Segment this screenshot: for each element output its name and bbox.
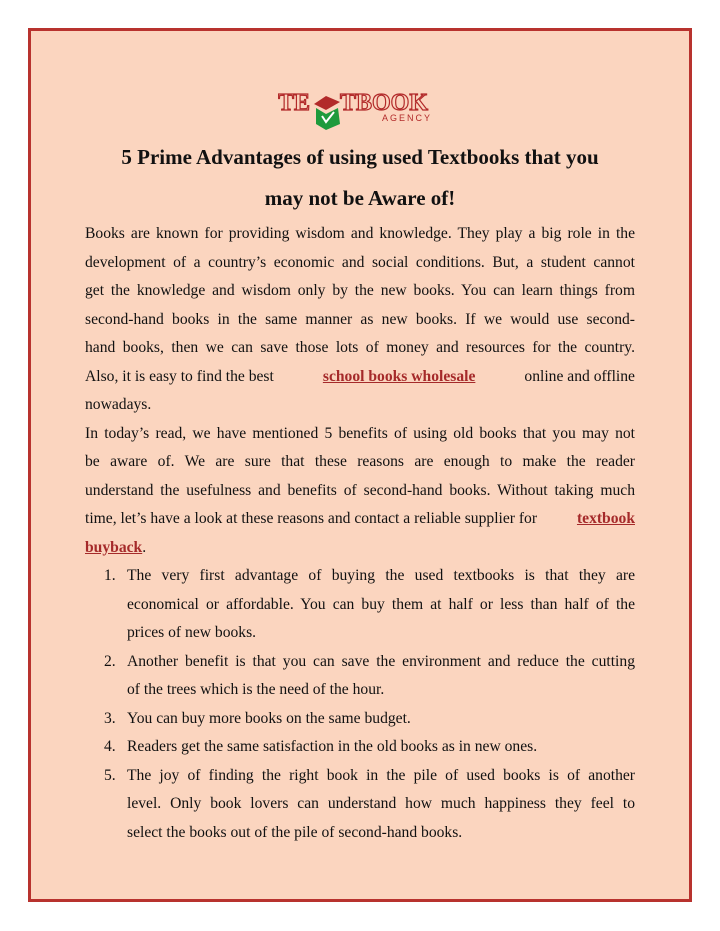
- paragraph-line: development of a country’s economic and social conditions. But, a student cannot: [85, 253, 635, 271]
- logo-text-left: TE: [278, 90, 311, 116]
- paragraph-line: [85, 363, 635, 392]
- book-icon: [314, 96, 340, 130]
- list-item-line: economical or affordable. You can buy them at half or less than half of the: [127, 595, 635, 613]
- list-item-number: 5.: [104, 766, 116, 784]
- paragraph-line: Books are known for providing wisdom and knowledge. They play a big role in the: [85, 225, 635, 242]
- list-item-line: Another benefit is that you can save the environment and reduce the cutting: [127, 652, 635, 670]
- list-item-number: 2.: [104, 652, 116, 670]
- list-item-number: 3.: [104, 709, 116, 727]
- paragraph-text: Also, it is easy to find the best: [85, 367, 274, 385]
- list-item-line: The very first advantage of buying the used textbooks is that they are: [127, 567, 635, 584]
- list-item-line: You can buy more books on the same budget.: [127, 709, 411, 727]
- paragraph-line: In today’s read, we have mentioned 5 benefits of using old books that you may not: [85, 424, 635, 442]
- paragraph-line: [85, 505, 635, 534]
- paragraph-line: second-hand books in the same manner as new books. If we would use second-: [85, 310, 635, 328]
- logo-text-right: TBOOK: [340, 90, 429, 116]
- list-item-number: 4.: [104, 738, 116, 755]
- textbook-agency-logo: [278, 86, 448, 132]
- article-title-line-1: 5 Prime Advantages of using used Textbooks that you: [121, 145, 599, 169]
- list-item: [85, 705, 635, 734]
- paragraph-2: [85, 420, 635, 563]
- list-item-number: 1.: [104, 567, 116, 584]
- paragraph-line: hand books, then we can save those lots of money and resources for the country.: [85, 339, 635, 356]
- list-item-line: prices of new books.: [127, 624, 257, 641]
- list-item: [85, 733, 635, 762]
- paragraph-text: .: [142, 538, 147, 556]
- article-title-line-2: may not be Aware of!: [264, 186, 456, 210]
- article-body: [85, 220, 635, 847]
- list-item-line: Readers get the same satisfaction in the old books as in new ones.: [127, 738, 538, 755]
- list-item-line: The joy of finding the right book in the pile of used books is of another: [127, 766, 635, 784]
- logo-subtext: AGENCY: [382, 113, 433, 123]
- list-item: [85, 762, 635, 848]
- paragraph-text: online and offline: [524, 367, 635, 385]
- list-item: [85, 562, 635, 648]
- paragraph-text: time, let’s have a look at these reasons and contact a reliable supplier for: [85, 510, 538, 527]
- paragraph-line: [85, 534, 635, 563]
- school-books-wholesale-link[interactable]: school books wholesale: [322, 367, 476, 385]
- paragraph-line: nowadays.: [85, 396, 152, 413]
- textbook-buyback-link-part-2[interactable]: buyback: [85, 538, 143, 556]
- list-item-line: level. Only book lovers can understand how much happiness they feel to: [127, 795, 635, 812]
- paragraph-line: get the knowledge and wisdom only by the new books. You can learn things from: [85, 282, 635, 299]
- textbook-buyback-link-part-1[interactable]: textbook: [576, 510, 635, 527]
- benefits-list: [85, 562, 635, 847]
- paragraph-line: be aware of. We are sure that these reasons are enough to make the reader: [85, 453, 635, 470]
- list-item-line: of the trees which is the need of the hour.: [127, 681, 385, 698]
- paragraph-line: understand the usefulness and benefits of second-hand books. Without taking much: [85, 481, 635, 499]
- list-item: [85, 648, 635, 705]
- paragraph-1: [85, 220, 635, 420]
- list-item-line: select the books out of the pile of second-hand books.: [127, 823, 463, 841]
